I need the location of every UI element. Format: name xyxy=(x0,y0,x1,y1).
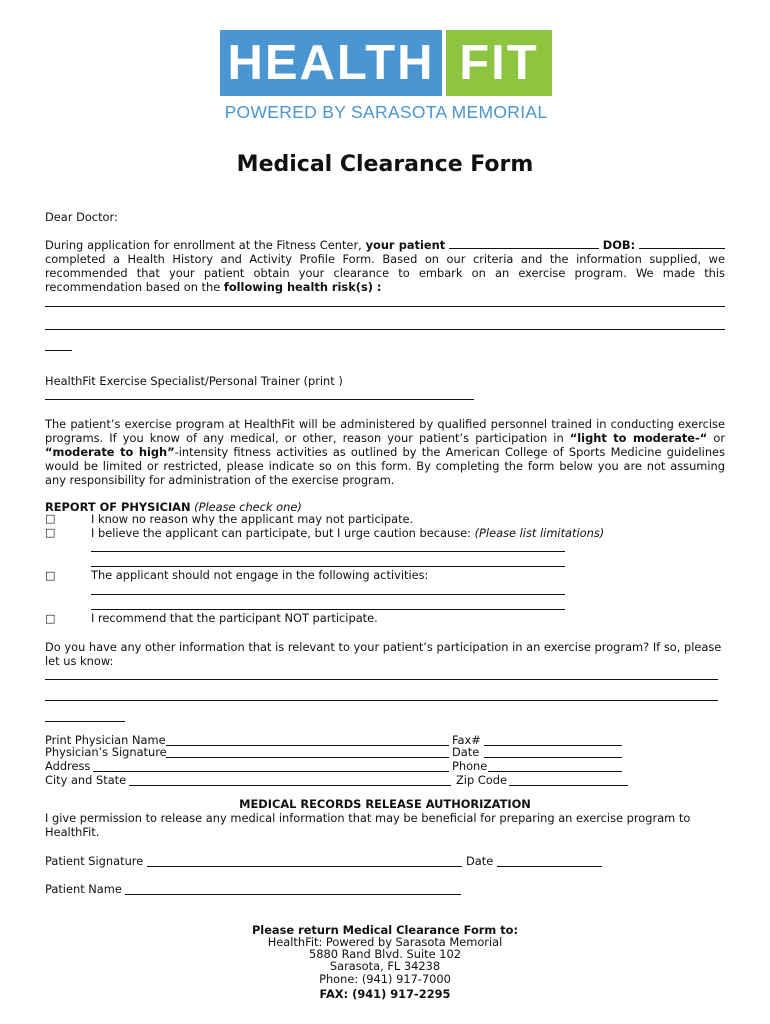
return-org: HealthFit: Powered by Sarasota Memorial xyxy=(267,935,503,949)
trainer-name-field[interactable] xyxy=(45,399,474,400)
other-info-line-3[interactable] xyxy=(45,721,125,722)
option-not-participate: I recommend that the participant NOT participate. xyxy=(91,611,378,625)
patient-name-field[interactable] xyxy=(449,238,599,249)
patient-name-field[interactable] xyxy=(125,894,461,895)
patient-date-row xyxy=(466,854,493,868)
checkbox-not-engage[interactable]: □ xyxy=(45,569,56,582)
intro-paragraph xyxy=(45,238,725,294)
health-risk-line-3[interactable] xyxy=(45,350,72,351)
option-not-engage: The applicant should not engage in the following activities: xyxy=(91,568,429,582)
city-state-row xyxy=(45,773,126,787)
city-state-label: City and State xyxy=(45,773,127,787)
physician-name-field[interactable] xyxy=(166,745,449,746)
checkbox-not-participate[interactable]: □ xyxy=(45,612,56,625)
option-caution-text: I believe the applicant can participate, but I urge caution because: xyxy=(91,526,471,540)
phone-row xyxy=(452,759,487,773)
healthfit-logo xyxy=(220,30,552,123)
logo-subtitle: POWERED BY SARASOTA MEMORIAL xyxy=(224,102,548,122)
date-row xyxy=(452,745,479,759)
physician-name-label: Print Physician Name xyxy=(45,733,166,747)
address-field[interactable] xyxy=(93,771,449,772)
physician-signature-label: Physician’s Signature xyxy=(45,745,167,759)
zip-field[interactable] xyxy=(509,785,628,786)
greeting: Dear Doctor: xyxy=(45,210,118,224)
other-info-question: Do you have any other information that is relevant to your patient’s participation in an exercise program? If so, please let us know: xyxy=(45,640,722,668)
checkbox-no-reason[interactable]: □ xyxy=(45,512,56,525)
moderate-to-high: “moderate to high” xyxy=(45,445,175,459)
address-row xyxy=(45,759,90,773)
activities-line-2[interactable] xyxy=(91,609,565,610)
option-caution xyxy=(91,526,604,540)
page-title: Medical Clearance Form xyxy=(236,152,534,177)
date-field[interactable] xyxy=(484,757,622,758)
patient-signature-label: Patient Signature xyxy=(45,854,144,868)
program-text-1: The patient’s exercise program at HealthFit will be administered by qualified personnel trained in conducting exercise programs. If you know of any medical, or other, reason your patient’s participation in xyxy=(45,417,725,445)
checkbox-caution[interactable]: □ xyxy=(45,526,56,539)
intro-text-1: During application for enrollment at the Fitness Center, xyxy=(45,238,362,252)
return-street: 5880 Rand Blvd. Suite 102 xyxy=(309,947,461,961)
return-city: Sarasota, FL 34238 xyxy=(329,959,441,973)
patient-date-label: Date xyxy=(466,854,494,868)
return-heading: Please return Medical Clearance Form to: xyxy=(251,923,519,937)
patient-name-row xyxy=(45,882,122,896)
dob-field[interactable] xyxy=(639,238,725,249)
release-heading: MEDICAL RECORDS RELEASE AUTHORIZATION xyxy=(239,797,531,811)
patient-signature-row xyxy=(45,854,143,868)
program-paragraph xyxy=(45,417,725,487)
logo-fit: FIT xyxy=(446,30,552,96)
caution-line-2[interactable] xyxy=(91,566,565,567)
address-label: Address xyxy=(45,759,91,773)
health-risk-line-2[interactable] xyxy=(45,329,725,330)
patient-signature-field[interactable] xyxy=(147,866,462,867)
physician-signature-row xyxy=(45,745,167,759)
fax-label: Fax# xyxy=(452,733,481,747)
return-phone: Phone: (941) 917-7000 xyxy=(319,972,451,986)
phone-label: Phone xyxy=(452,759,488,773)
program-text-2: -intensity fitness activities as outlined by the American College of Sports Medicine guidelines would be limited or restricted, please indicate so on this form. By completing the form below you are not assuming any responsibility for administration of the exercise program. xyxy=(45,445,726,487)
report-instruction: (Please check one) xyxy=(194,500,302,514)
your-patient-label: your patient xyxy=(365,238,446,252)
trainer-label: HealthFit Exercise Specialist/Personal Trainer (print ) xyxy=(45,374,343,388)
dob-label: DOB: xyxy=(602,238,636,252)
zip-row xyxy=(456,773,507,787)
program-or: or xyxy=(713,431,725,445)
phone-field[interactable] xyxy=(488,771,622,772)
patient-date-field[interactable] xyxy=(497,866,602,867)
option-no-reason: I know no reason why the applicant may not participate. xyxy=(91,512,414,526)
option-caution-note: (Please list limitations) xyxy=(474,526,605,540)
release-text: I give permission to release any medical information that may be beneficial for preparing an exercise program to HealthFit. xyxy=(45,811,691,839)
date-label: Date xyxy=(452,745,480,759)
logo-health: HEALTH xyxy=(220,30,442,96)
zip-label: Zip Code xyxy=(456,773,507,787)
other-info-line-1[interactable] xyxy=(45,679,718,680)
fax-field[interactable] xyxy=(484,745,622,746)
activities-line-1[interactable] xyxy=(91,594,565,595)
physician-signature-field[interactable] xyxy=(166,757,449,758)
light-to-moderate: “light to moderate-“ xyxy=(569,431,708,445)
return-fax: FAX: (941) 917-2295 xyxy=(319,987,451,1001)
other-info-line-2[interactable] xyxy=(45,700,718,701)
health-risks-label: following health risk(s) : xyxy=(223,280,382,294)
patient-name-label: Patient Name xyxy=(45,882,122,896)
caution-line-1[interactable] xyxy=(91,551,565,552)
intro-text-2: completed a Health History and Activity Profile Form. Based on our criteria and the information supplied, we recommended that your patient obtain your clearance to embark on an exercise program. We made this recommendation based on the xyxy=(45,252,725,294)
health-risk-line-1[interactable] xyxy=(45,306,725,307)
city-state-field[interactable] xyxy=(129,785,451,786)
report-title: REPORT OF PHYSICIAN xyxy=(45,500,191,514)
